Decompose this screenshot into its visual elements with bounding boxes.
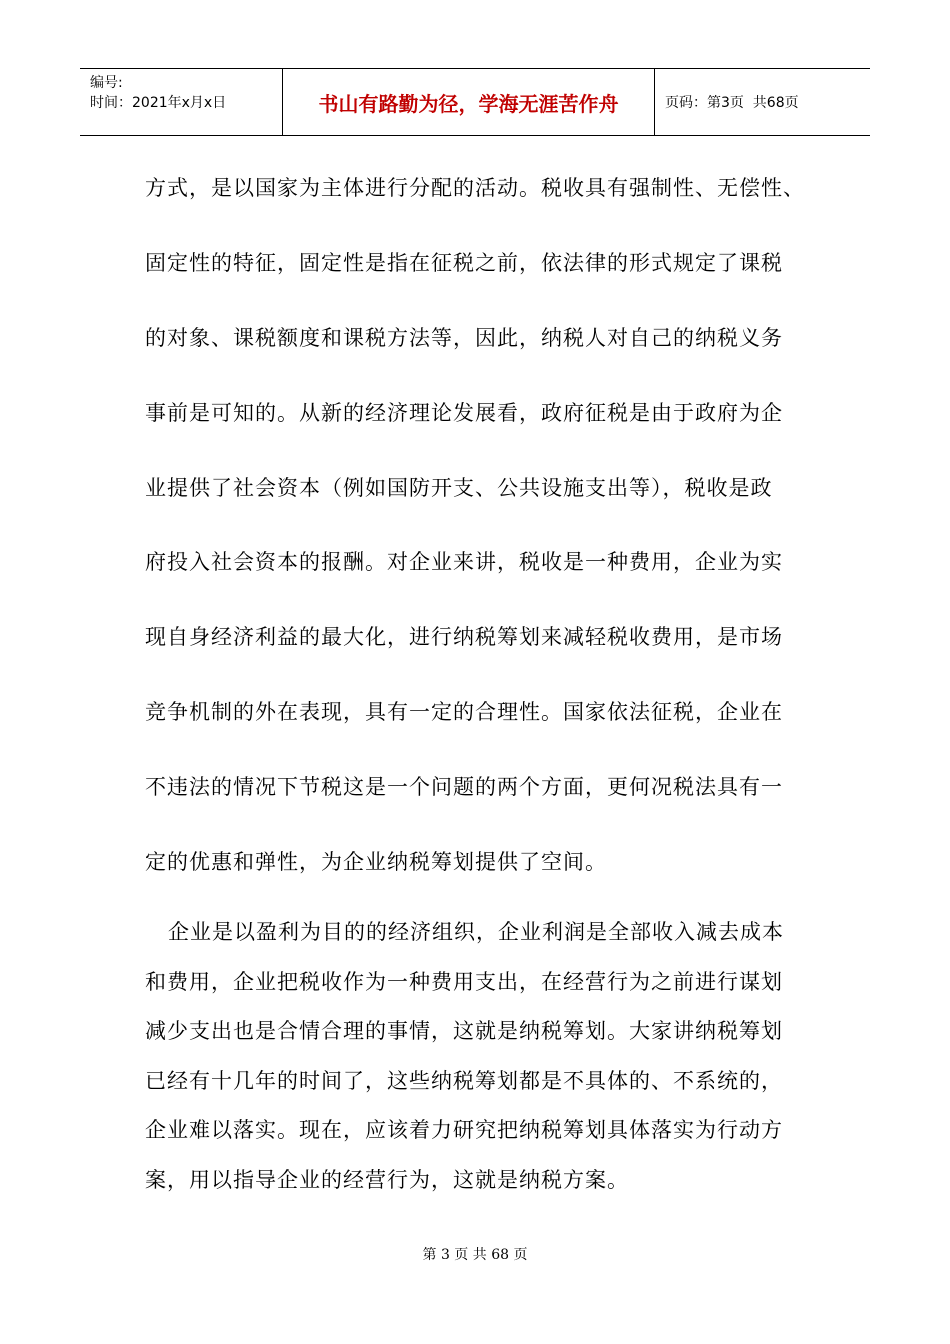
header-page-info — [655, 69, 870, 135]
time-label: 时间：2021年x月x日 — [90, 95, 227, 111]
paragraph-1-line-4: 事前是可知的。从新的经济理论发展看，政府征税是由于政府为企 — [145, 401, 783, 425]
paragraph-1-line-6: 府投入社会资本的报酬。对企业来讲，税收是一种费用，企业为实 — [145, 550, 783, 574]
page-footer: 第 3 页 共 68 页 — [422, 1247, 528, 1263]
page-header — [80, 68, 870, 136]
header-meta — [80, 69, 282, 135]
header-motto: 书山有路勤为径，学海无涯苦作舟 — [282, 69, 655, 135]
page-info-text: 页码：第3页 共68页 — [665, 95, 799, 111]
paragraph-2-line-3: 减少支出也是合情合理的事情，这就是纳税筹划。大家讲纳税筹划 — [145, 1019, 783, 1043]
paragraph-2-line-1: 企业是以盈利为目的的经济组织，企业利润是全部收入减去成本 — [168, 920, 784, 944]
paragraph-2-line-4: 已经有十几年的时间了，这些纳税筹划都是不具体的、不系统的， — [145, 1069, 783, 1093]
paragraph-1-line-2: 固定性的特征，固定性是指在征税之前，依法律的形式规定了课税 — [145, 251, 783, 275]
paragraph-1-line-8: 竞争机制的外在表现，具有一定的合理性。国家依法征税，企业在 — [145, 700, 783, 724]
paragraph-1-line-3: 的对象、课税额度和课税方法等，因此，纳税人对自己的纳税义务 — [145, 326, 783, 350]
paragraph-1-line-1: 方式，是以国家为主体进行分配的活动。税收具有强制性、无偿性、 — [145, 176, 805, 200]
paragraph-1-line-10: 定的优惠和弹性，为企业纳税筹划提供了空间。 — [145, 850, 607, 874]
number-label: 编号: — [90, 75, 123, 91]
paragraph-1-line-9: 不违法的情况下节税这是一个问题的两个方面，更何况税法具有一 — [145, 775, 783, 799]
paragraph-2-line-2: 和费用，企业把税收作为一种费用支出，在经营行为之前进行谋划 — [145, 970, 783, 994]
paragraph-1-line-5: 业提供了社会资本（例如国防开支、公共设施支出等），税收是政 — [145, 476, 773, 500]
paragraph-2-line-5: 企业难以落实。现在，应该着力研究把纳税筹划具体落实为行动方 — [145, 1118, 783, 1142]
paragraph-2-line-6: 案，用以指导企业的经营行为，这就是纳税方案。 — [145, 1168, 629, 1192]
paragraph-1-line-7: 现自身经济利益的最大化，进行纳税筹划来减轻税收费用，是市场 — [145, 625, 783, 649]
